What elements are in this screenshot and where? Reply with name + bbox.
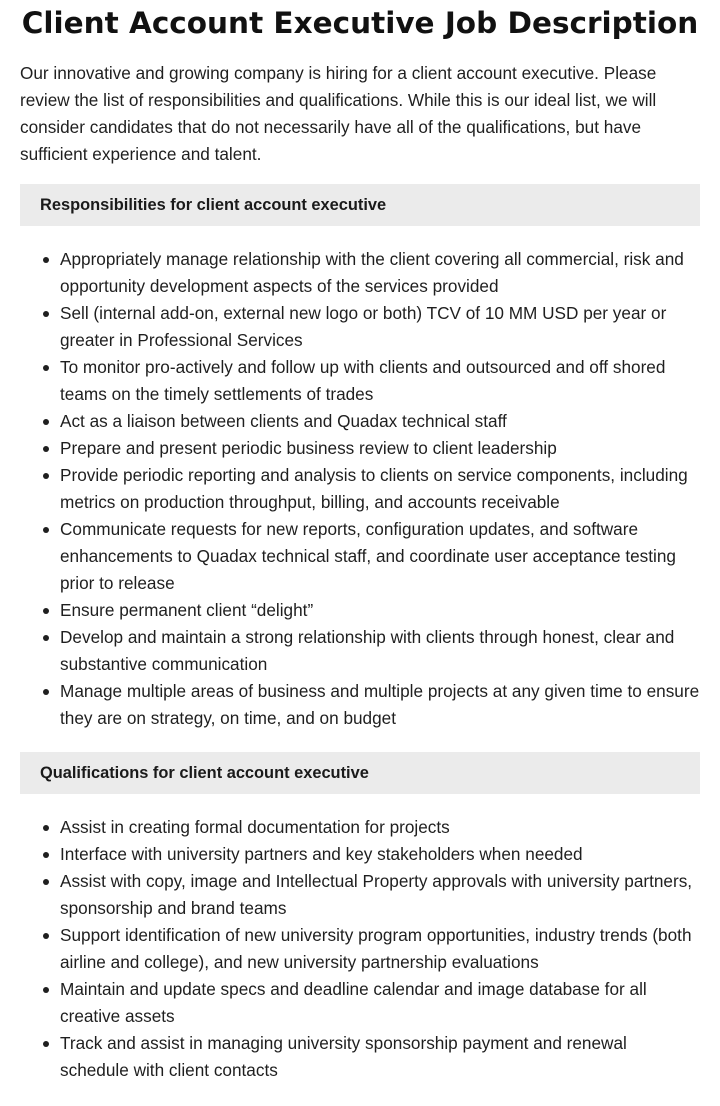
responsibility-item: Prepare and present periodic business review to client leadership (60, 435, 700, 462)
responsibility-item: Develop and maintain a strong relationship with clients through honest, clear and substantive communication (60, 624, 700, 678)
qualifications-list (20, 814, 700, 1084)
page-title: Client Account Executive Job Description (21, 6, 699, 40)
qualification-item: Assist with copy, image and Intellectual Property approvals with university partners, sponsorship and brand teams (60, 868, 700, 922)
responsibility-item: Provide periodic reporting and analysis to clients on service components, including metrics on production throughput, billing, and accounts receivable (60, 462, 700, 516)
responsibility-item: Appropriately manage relationship with the client covering all commercial, risk and opportunity development aspects of the services provided (60, 246, 700, 300)
qualifications-heading: Qualifications for client account executive (20, 752, 700, 794)
responsibility-item: To monitor pro-actively and follow up with clients and outsourced and off shored teams on the timely settlements of trades (60, 354, 700, 408)
responsibility-item: Sell (internal add-on, external new logo or both) TCV of 10 MM USD per year or greater in Professional Services (60, 300, 700, 354)
qualification-item: Interface with university partners and key stakeholders when needed (60, 841, 700, 868)
intro-paragraph: Our innovative and growing company is hiring for a client account executive. Please review the list of responsibilities and qualifications. While this is our ideal list, we will consider candidates that do not necessarily have all of the qualifications, but have sufficient experience and talent. (20, 63, 657, 164)
responsibility-item: Communicate requests for new reports, configuration updates, and software enhancements to Quadax technical staff, and coordinate user acceptance testing prior to release (60, 516, 700, 597)
responsibilities-heading: Responsibilities for client account executive (20, 184, 700, 226)
qualification-item: Assist in creating formal documentation for projects (60, 814, 700, 841)
qualification-item: Maintain and update specs and deadline calendar and image database for all creative assets (60, 976, 700, 1030)
qualification-item: Support identification of new university program opportunities, industry trends (both airline and college), and new university partnership evaluations (60, 922, 700, 976)
responsibilities-list (20, 246, 700, 732)
qualification-item: Track and assist in managing university sponsorship payment and renewal schedule with client contacts (60, 1030, 700, 1084)
responsibility-item: Ensure permanent client “delight” (60, 597, 700, 624)
responsibility-item: Manage multiple areas of business and multiple projects at any given time to ensure they are on strategy, on time, and on budget (60, 678, 700, 732)
responsibility-item: Act as a liaison between clients and Quadax technical staff (60, 408, 700, 435)
